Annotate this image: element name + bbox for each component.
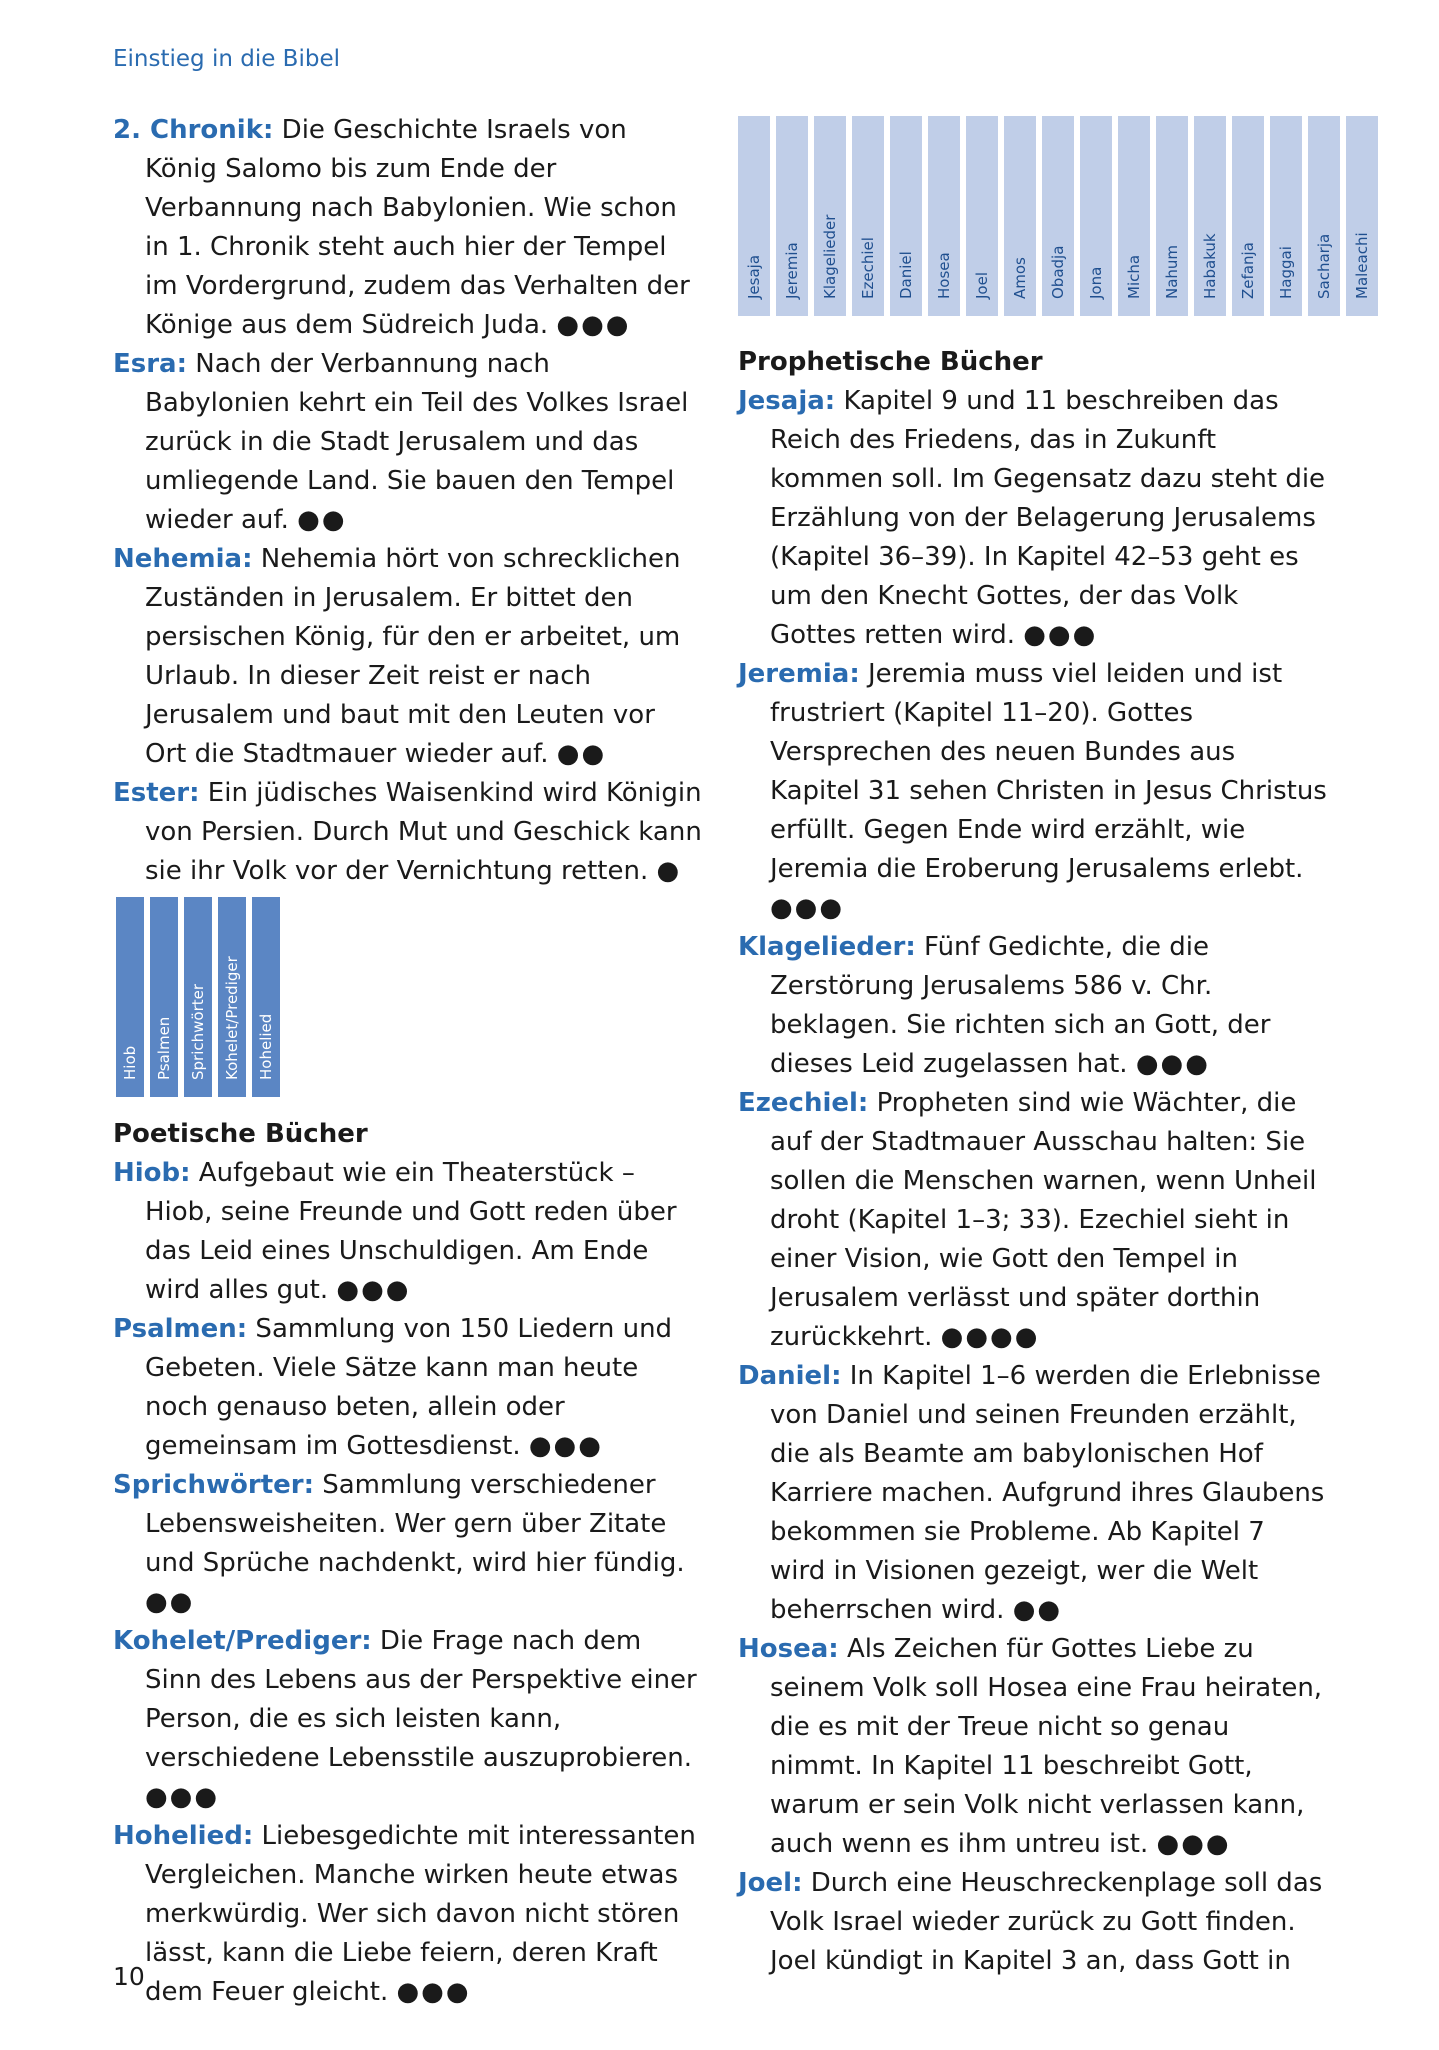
spine-label: Kohelet/Prediger — [223, 956, 241, 1080]
left-column — [113, 111, 703, 891]
spine-psalmen — [150, 897, 178, 1097]
entry-term: 2. Chronik: — [113, 115, 274, 145]
entry-term: Ezechiel: — [738, 1088, 869, 1118]
spine-label: Daniel — [897, 251, 915, 299]
spine-sacharja — [1308, 116, 1340, 316]
spine-label: Jeremia — [783, 242, 801, 299]
difficulty-dots: ●● — [297, 505, 347, 535]
difficulty-dots: ●●● — [336, 1275, 411, 1305]
poetic-books-spines — [116, 897, 280, 1097]
page-number: 10 — [113, 1962, 145, 1991]
entry-term: Nehemia: — [113, 544, 253, 574]
spine-label: Klagelieder — [821, 214, 839, 299]
spine-maleachi — [1346, 116, 1378, 316]
entry-text: Liebesgedichte mit interessanten Vergleichen. Manche wirken heute etwas merkwürdig. Wer sich davon nicht stören lässt, kann die Liebe feiern, deren Kraft dem Feuer gleicht. — [145, 1821, 696, 2007]
entry-text: Ein jüdisches Waisenkind wird Königin von Persien. Durch Mut und Geschick kann sie ihr Volk vor der Vernichtung retten. — [145, 778, 702, 886]
spine-label: Jona — [1087, 266, 1105, 299]
spine-label: Sacharja — [1315, 233, 1333, 299]
entry-term: Ester: — [113, 778, 200, 808]
spine-jeremia — [776, 116, 808, 316]
spine-label: Haggai — [1277, 246, 1295, 299]
entry-ezechiel — [738, 1084, 1328, 1357]
entry-term: Hiob: — [113, 1158, 191, 1188]
entry-term: Psalmen: — [113, 1314, 248, 1344]
entry-psalmen — [113, 1310, 703, 1466]
spine-label: Zefanja — [1239, 242, 1257, 299]
spine-label: Amos — [1011, 257, 1029, 299]
entry-ester — [113, 774, 703, 891]
entry-term: Daniel: — [738, 1361, 842, 1391]
spine-ezechiel — [852, 116, 884, 316]
spine-label: Nahum — [1163, 244, 1181, 299]
entry-klagelieder — [738, 928, 1328, 1084]
spine-label: Sprichwörter — [189, 983, 207, 1080]
entry-text: Sammlung von 150 Liedern und Gebeten. Viele Sätze kann man heute noch genauso beten, allein oder gemeinsam im Gottesdienst. — [145, 1314, 673, 1461]
spine-amos — [1004, 116, 1036, 316]
entry-joel — [738, 1864, 1328, 1981]
running-head: Einstieg in die Bibel — [113, 46, 340, 72]
spine-joel — [966, 116, 998, 316]
spine-habakuk — [1194, 116, 1226, 316]
spine-hiob — [116, 897, 144, 1097]
entry-text: Fünf Gedichte, die die Zerstörung Jerusalems 586 v. Chr. beklagen. Sie richten sich an Gott, der dieses Leid zugelassen hat. — [770, 932, 1271, 1079]
entry-daniel — [738, 1357, 1328, 1630]
difficulty-dots: ●● — [1012, 1595, 1063, 1625]
spine-micha — [1118, 116, 1150, 316]
spine-jona — [1080, 116, 1112, 316]
spine-label: Hosea — [935, 252, 953, 299]
spine-zefanja — [1232, 116, 1264, 316]
entry-kohelet — [113, 1622, 703, 1817]
prophetic-books-spines — [738, 116, 1378, 316]
spine-hosea — [928, 116, 960, 316]
spine-haggai — [1270, 116, 1302, 316]
spine-jesaja — [738, 116, 770, 316]
spine-label: Maleachi — [1353, 232, 1371, 299]
spine-daniel — [890, 116, 922, 316]
entry-hohelied — [113, 1817, 703, 2012]
entry-text: Aufgebaut wie ein Theaterstück – Hiob, seine Freunde und Gott reden über das Leid eines Unschuldigen. Am Ende wird alles gut. — [145, 1158, 677, 1305]
difficulty-dots: ●●● — [145, 1782, 220, 1812]
difficulty-dots: ●●● — [556, 310, 631, 340]
entry-text: Nach der Verbannung nach Babylonien kehrt ein Teil des Volkes Israel zurück in die Stadt Jerusalem und das umliegende Land. Sie bauen den Tempel wieder auf. — [145, 349, 689, 535]
difficulty-dots: ●●● — [528, 1431, 603, 1461]
entry-term: Esra: — [113, 349, 188, 379]
spine-label: Joel — [973, 272, 991, 299]
entry-2-chronik — [113, 111, 703, 345]
difficulty-dots: ●●● — [1135, 1049, 1210, 1079]
entry-text: Kapitel 9 und 11 beschreiben das Reich des Friedens, das in Zukunft kommen soll. Im Gegensatz dazu steht die Erzählung von der Belagerung Jerusalems (Kapitel 36–39). In Kapitel 42–53 geht es um den Knecht Gottes, der das Volk Gottes retten wird. — [770, 386, 1326, 650]
spine-kohelet — [218, 897, 246, 1097]
entry-term: Hohelied: — [113, 1821, 254, 1851]
entry-text: Die Frage nach dem Sinn des Lebens aus der Perspektive einer Person, die es sich leisten kann, verschiedene Lebensstile auszuprobieren. — [145, 1626, 697, 1773]
entry-jeremia — [738, 655, 1328, 928]
spine-klagelieder — [814, 116, 846, 316]
entry-term: Sprichwörter: — [113, 1470, 314, 1500]
spine-label: Psalmen — [155, 1016, 173, 1080]
entry-hosea — [738, 1630, 1328, 1864]
section-heading-poetic: Poetische Bücher — [113, 1119, 368, 1149]
entry-nehemia — [113, 540, 703, 774]
entry-text: Jeremia muss viel leiden und ist frustriert (Kapitel 11–20). Gottes Versprechen des neuen Bundes aus Kapitel 31 sehen Christen in Jesus Christus erfüllt. Gegen Ende wird erzählt, wie Jeremia die Eroberung Jerusalems erlebt. — [770, 659, 1327, 884]
entry-text: Als Zeichen für Gottes Liebe zu seinem Volk soll Hosea eine Frau heiraten, die es mit der Treue nicht so genau nimmt. In Kapitel 11 beschreibt Gott, warum er sein Volk nicht verlassen kann, auch wenn es ihm untreu ist. — [770, 1634, 1323, 1859]
difficulty-dots: ●●● — [770, 893, 845, 923]
entry-jesaja — [738, 382, 1328, 655]
entry-sprichwoerter — [113, 1466, 703, 1622]
spine-nahum — [1156, 116, 1188, 316]
spine-label: Hohelied — [257, 1013, 275, 1080]
poetic-section — [113, 1115, 703, 2012]
entry-term: Kohelet/Prediger: — [113, 1626, 372, 1656]
entry-term: Jeremia: — [738, 659, 860, 689]
difficulty-dots: ●●● — [1023, 620, 1098, 650]
right-column — [738, 343, 1328, 1981]
entry-text: Sammlung verschiedener Lebensweisheiten. Wer gern über Zitate und Sprüche nachdenkt, wird hier fündig. — [145, 1470, 685, 1578]
difficulty-dots: ●●●● — [940, 1322, 1040, 1352]
entry-hiob — [113, 1154, 703, 1310]
difficulty-dots: ●● — [556, 739, 607, 769]
spine-label: Habakuk — [1201, 233, 1219, 299]
entry-text: Die Geschichte Israels von König Salomo bis zum Ende der Verbannung nach Babylonien. Wie schon in 1. Chronik steht auch hier der Tempel im Vordergrund, zudem das Verhalten der Könige aus dem Südreich Juda. — [145, 115, 690, 340]
difficulty-dots: ●●● — [1156, 1829, 1231, 1859]
entry-term: Klagelieder: — [738, 932, 916, 962]
difficulty-dots: ● — [656, 856, 682, 886]
entry-term: Joel: — [738, 1868, 803, 1898]
spine-label: Ezechiel — [859, 237, 877, 299]
entry-esra — [113, 345, 703, 540]
spine-label: Hiob — [121, 1045, 139, 1080]
spine-obadja — [1042, 116, 1074, 316]
difficulty-dots: ●●● — [396, 1977, 471, 2007]
spine-label: Jesaja — [745, 254, 763, 299]
entry-text: In Kapitel 1–6 werden die Erlebnisse von Daniel und seinen Freunden erzählt, die als Beamte am babylonischen Hof Karriere machen. Aufgrund ihres Glaubens bekommen sie Probleme. Ab Kapitel 7 wird in Visionen gezeigt, wer die Welt beherrschen wird. — [770, 1361, 1325, 1625]
spine-label: Obadja — [1049, 245, 1067, 299]
spine-sprichwoerter — [184, 897, 212, 1097]
spine-label: Micha — [1125, 254, 1143, 299]
entry-text: Propheten sind wie Wächter, die auf der Stadtmauer Ausschau halten: Sie sollen die Menschen warnen, wenn Unheil droht (Kapitel 1–3; 33). Ezechiel sieht in einer Vision, wie Gott den Tempel in Jerusalem verlässt und später dorthin zurückkehrt. — [770, 1088, 1317, 1352]
spine-hohelied — [252, 897, 280, 1097]
entry-text: Nehemia hört von schrecklichen Zuständen in Jerusalem. Er bittet den persischen König, für den er arbeitet, um Urlaub. In dieser Zeit reist er nach Jerusalem und baut mit den Leuten vor Ort die Stadtmauer wieder auf. — [145, 544, 681, 769]
entry-term: Hosea: — [738, 1634, 839, 1664]
entry-text: Durch eine Heuschreckenplage soll das Volk Israel wieder zurück zu Gott finden. Joel kündigt in Kapitel 3 an, dass Gott in — [770, 1868, 1323, 1976]
difficulty-dots: ●● — [145, 1587, 195, 1617]
section-heading-prophetic: Prophetische Bücher — [738, 347, 1043, 377]
entry-term: Jesaja: — [738, 386, 836, 416]
